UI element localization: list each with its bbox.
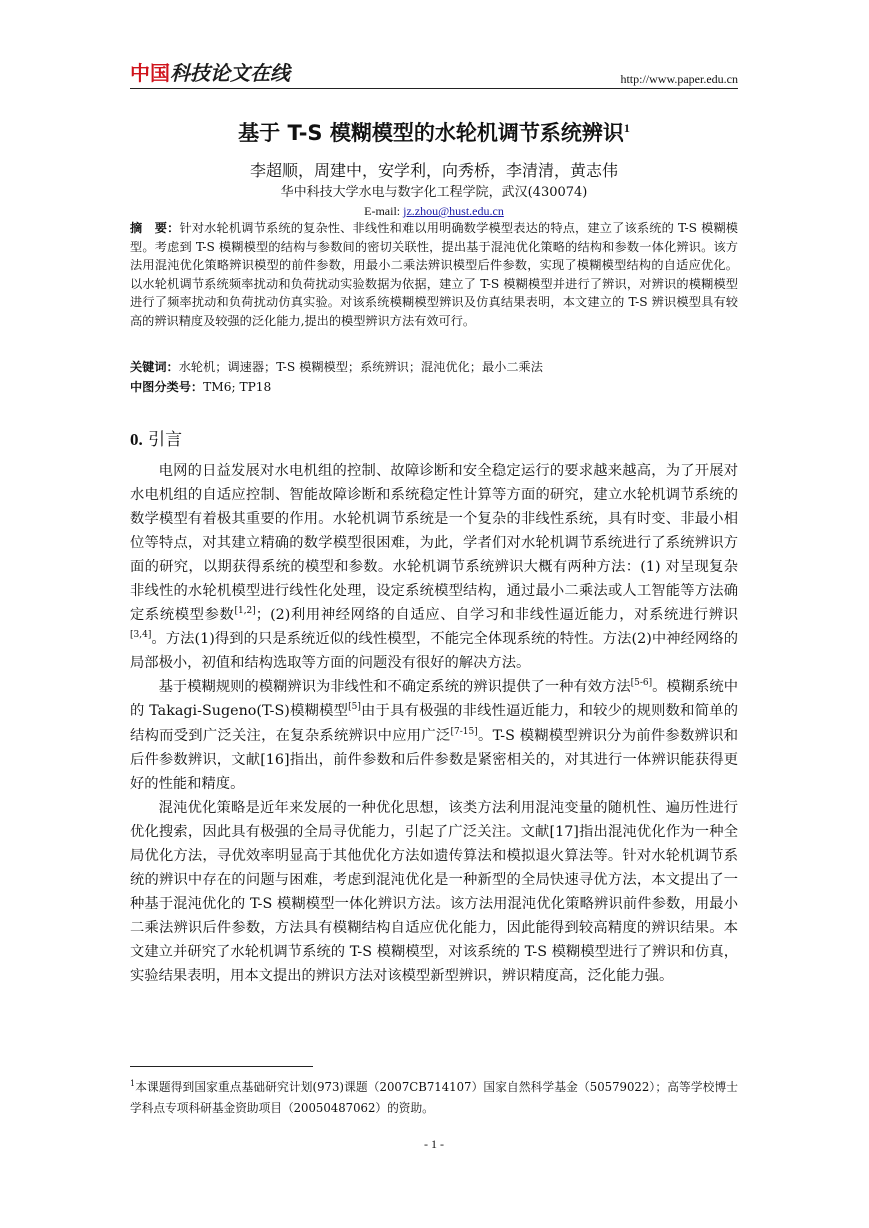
page-number: - 1 - [424,1137,444,1151]
paragraph-text: 电网的日益发展对水电机组的控制、故障诊断和安全稳定运行的要求越来越高，为了开展对水电机组的自适应控制、智能故障诊断和系统稳定性计算等方面的研究，建立水轮机调节系统的数学模型有着极其重要的作用。水轮机调节系统是一个复杂的非线性系统，具有时变、非最小相位等特点，对其建立精确的数学模型很困难，为此，学者们对水轮机调节系统进行了系统辨识方面的研究，以期获得系统的模型和参数。水轮机调节系统辨识大概有两种方法：(1) 对呈现复杂非线性的水轮机模型进行线性化处理，设定系统模型结构，通过最小二乘法或人工智能等方法确定系统模型参数 [130,463,738,624]
logo-part-china: 中国 [130,61,170,85]
section-number: 0. [130,430,143,449]
citation: [1,2] [234,606,256,617]
email-link[interactable]: jz.zhou@hust.edu.cn [403,204,504,218]
paragraph-2 [130,675,738,795]
abstract-label: 摘 要： [130,221,180,235]
citation: [7-15] [450,726,478,737]
section-heading [130,427,182,453]
contact-email-line [130,203,738,219]
keywords [130,358,738,377]
paragraph-3: 混沌优化策略是近年来发展的一种优化思想，该类方法利用混沌变量的随机性、遍历性进行优化搜索，因此具有极强的全局寻优能力，引起了广泛关注。文献[17]指出混沌优化作为一种全局优化方法，寻优效率明显高于其他优化方法如遗传算法和模拟退火算法等。针对水轮机调节系统的辨识中存在的问题与困难，考虑到混沌优化是一种新型的全局快速寻优方法，本文提出了一种基于混沌优化的 T-S 模糊模型一体化辨识方法。该方法用混沌优化策略辨识前件参数，用最小二乘法辨识后件参数，方法具有模糊结构自适应优化能力，因此能得到较高精度的辨识结果。本文建立并研究了水轮机调节系统的 T-S 模糊模型，对该系统的 T-S 模糊模型进行了辨识和仿真，实验结果表明，用本文提出的辨识方法对该模型新型辨识，辨识精度高，泛化能力强。 [130,799,738,984]
affiliation: 华中科技大学水电与数字化工程学院，武汉(430074) [280,185,588,200]
paragraph-text: 。模糊系统中的 Takagi-Sugeno(T-S)模糊模型 [130,679,739,720]
email-label: E-mail: [364,204,404,218]
classification-text: TM6; TP18 [203,380,272,394]
site-logo[interactable] [130,60,290,86]
footnote-text: 本课题得到国家重点基础研究计划(973)课题（2007CB714107）国家自然科学基金（50579022）；高等学校博士学科点专项科研基金资助项目（20050487062）的资助。 [130,1079,738,1115]
classification-label: 中图分类号： [130,380,204,394]
logo-part-paper-online: 科技论文在线 [170,61,290,85]
keywords-label: 关键词： [130,360,179,374]
body-text [130,459,738,988]
section-title: 引言 [148,430,183,450]
paragraph-text: 。方法(1)得到的只是系统近似的线性模型，不能完全体现系统的特性。方法(2)中神经网络的局部极小，初值和结构选取等方面的问题没有很好的解决方法。 [130,631,738,672]
classification [130,378,738,397]
paper-title [130,113,738,148]
paragraph-1 [130,459,738,675]
paragraph-text: 基于模糊规则的模糊辨识为非线性和不确定系统的辨识提供了一种有效方法 [158,679,631,696]
keywords-text: 水轮机；调速器；T-S 模糊模型；系统辨识；混沌优化；最小二乘法 [178,360,543,374]
footnote-mark: 1 [130,1079,136,1088]
header-url[interactable]: http://www.paper.edu.cn [620,72,738,86]
author-list: 李超顺，周建中，安学利，向秀桥，李清清，黄志伟 [249,161,618,180]
paragraph-text: 由于具有极强的非线性逼近能力，和较少的规则数和简单的结构而受到广泛关注，在复杂系统辨识中应用广泛 [130,703,739,744]
citation: [3,4] [130,630,152,641]
header-divider [130,88,738,89]
abstract [130,219,738,331]
citation: [5] [348,702,361,713]
citation: [5-6] [630,678,653,689]
footnote-divider [130,1066,313,1067]
footnote [130,1073,738,1119]
page-header [130,60,738,88]
paragraph-text: ；(2)利用神经网络的自适应、自学习和非线性逼近能力，对系统进行辨识 [255,607,738,624]
title-footnote-mark: 1 [623,121,630,135]
abstract-text: 针对水轮机调节系统的复杂性、非线性和难以用明确数学模型表达的特点，建立了该系统的 T-S 模糊模型。考虑到 T-S 模糊模型的结构与参数间的密切关联性，提出基于混沌优化策略的结构和参数一体化辨识。该方法用混沌优化策略辨识模型的前件参数，用最小二乘法辨识模型后件参数，实现了模糊模型结构的自适应优化。以水轮机调节系统频率扰动和负荷扰动实验数据为依据，建立了 T-S 模糊模型并进行了辨识，对辨识的模糊模型进行了频率扰动和负荷扰动仿真实验。对该系统模糊模型辨识及仿真结果表明，本文建立的 T-S 辨识模型具有较高的辨识精度及较强的泛化能力,提出的模型辨识方法有效可行。 [130,221,738,328]
title-text: 基于 T-S 模糊模型的水轮机调节系统辨识 [238,121,624,145]
paragraph-text: 。T-S 模糊模型辨识分为前件参数辨识和后件参数辨识，文献[16]指出，前件参数和后件参数是紧密相关的，对其进行一体辨识能获得更好的性能和精度。 [130,727,738,792]
